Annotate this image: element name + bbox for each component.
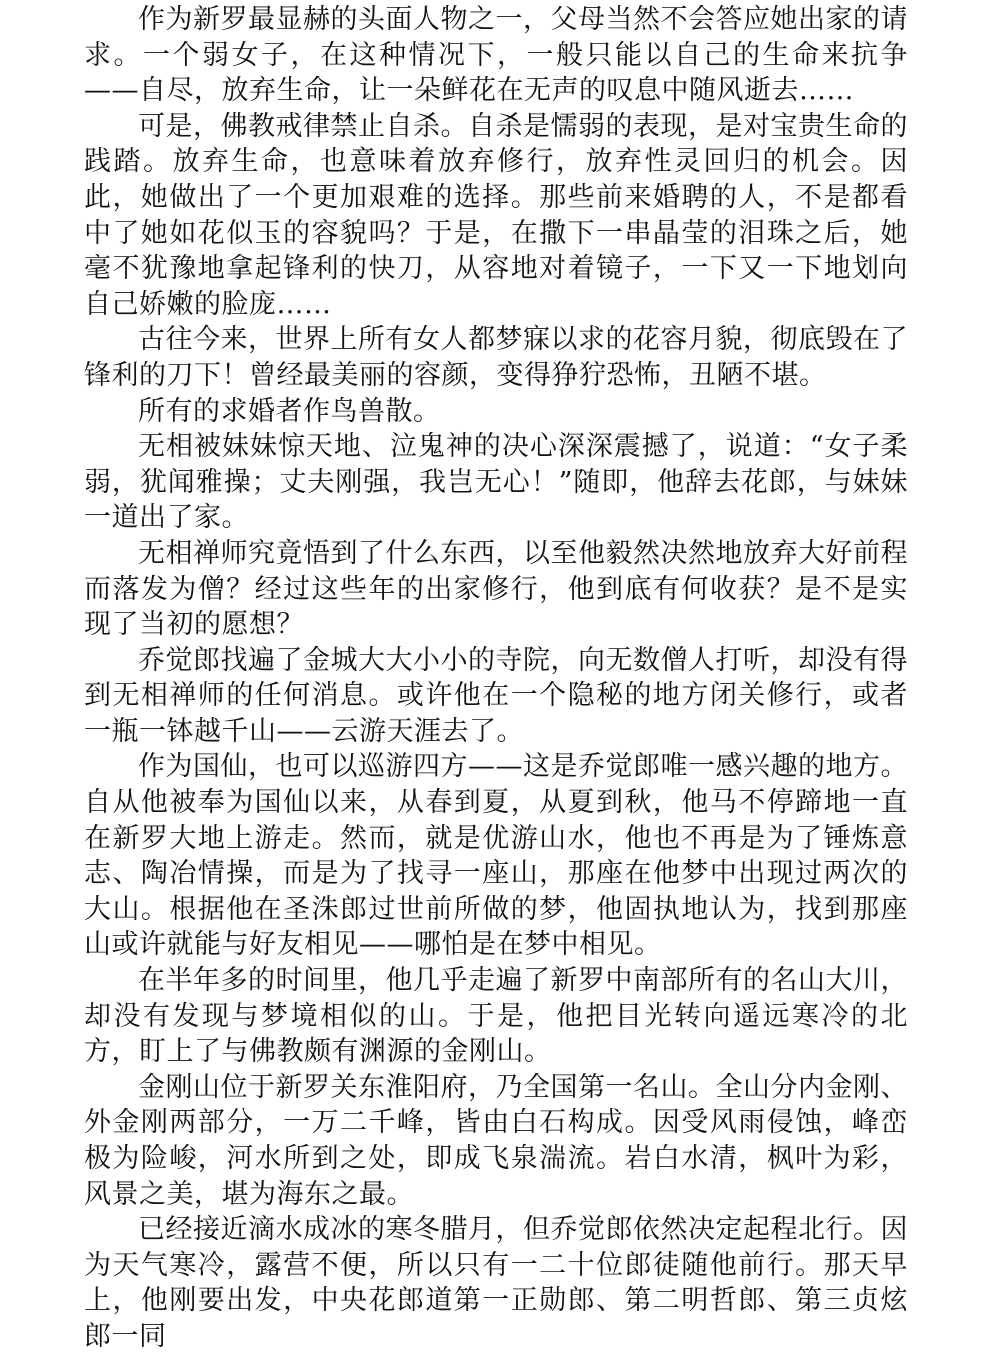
paragraph: 乔觉郎找遍了金城大大小小的寺院，向无数僧人打听，却没有得到无相禅师的任何消息。或许他在一个隐秘的地方闭关修行，或者一瓶一钵越千山——云游天涯去了。 — [84, 644, 908, 747]
paragraph: 无相禅师究竟悟到了什么东西，以至他毅然决然地放弃大好前程而落发为僧？经过这些年的出家修行，他到底有何收获？是不是实现了当初的愿想？ — [84, 537, 908, 641]
paragraph: 作为新罗最显赫的头面人物之一，父母当然不会答应她出家的请求。一个弱女子，在这种情况下，一般只能以自己的生命来抗争——自尽，放弃生命，让一朵鲜花在无声的叹息中随风逝去…… — [84, 4, 908, 107]
paragraph: 已经接近滴水成冰的寒冬腊月，但乔觉郎依然决定起程北行。因为天气寒冷，露营不便，所以只有一二十位郎徒随他前行。那天早上，他刚要出发，中央花郎道第一正勋郎、第二明哲郎、第三贞炫郎一同 — [84, 1214, 908, 1352]
paragraph: 金刚山位于新罗关东淮阳府，乃全国第一名山。全山分内金刚、外金刚两部分，一万二千峰，皆由白石构成。因受风雨侵蚀，峰峦极为险峻，河水所到之处，即成飞泉湍流。岩白水清，枫叶为彩，风景之美，堪为海东之最。 — [84, 1071, 908, 1210]
paragraph: 无相被妹妹惊天地、泣鬼神的决心深深震撼了，说道：“女子柔弱，犹闻雅操；丈夫刚强，我岂无心！”随即，他辞去花郎，与妹妹一道出了家。 — [84, 431, 908, 534]
paragraph: 可是，佛教戒律禁止自杀。自杀是懦弱的表现，是对宝贵生命的践踏。放弃生命，也意味着放弃修行，放弃性灵回归的机会。因此，她做出了一个更加艰难的选择。那些前来婚聘的人，不是都看中了她如花似玉的容貌吗？于是，在撒下一串晶莹的泪珠之后，她毫不犹豫地拿起锋利的快刀，从容地对着镜子，一下又一下地划向自己娇嫩的脸庞…… — [84, 110, 908, 320]
paragraph: 所有的求婚者作鸟兽散。 — [138, 395, 441, 427]
document-page — [84, 0, 908, 1352]
paragraph: 古往今来，世界上所有女人都梦寐以求的花容月貌，彻底毁在了锋利的刀下！曾经最美丽的容颜，变得狰狞恐怖，丑陋不堪。 — [84, 324, 908, 391]
paragraph: 作为国仙，也可以巡游四方——这是乔觉郎唯一感兴趣的地方。自从他被奉为国仙以来，从春到夏，从夏到秋，他马不停蹄地一直在新罗大地上游走。然而，就是优游山水，他也不再是为了锤炼意志、陶冶情操，而是为了找寻一座山，那座在他梦中出现过两次的大山。根据他在圣洙郎过世前所做的梦，他固执地认为，找到那座山或许就能与好友相见——哪怕是在梦中相见。 — [84, 751, 908, 961]
paragraph: 在半年多的时间里，他几乎走遍了新罗中南部所有的名山大川，却没有发现与梦境相似的山。于是，他把目光转向遥远寒冷的北方，盯上了与佛教颇有渊源的金刚山。 — [84, 965, 908, 1068]
